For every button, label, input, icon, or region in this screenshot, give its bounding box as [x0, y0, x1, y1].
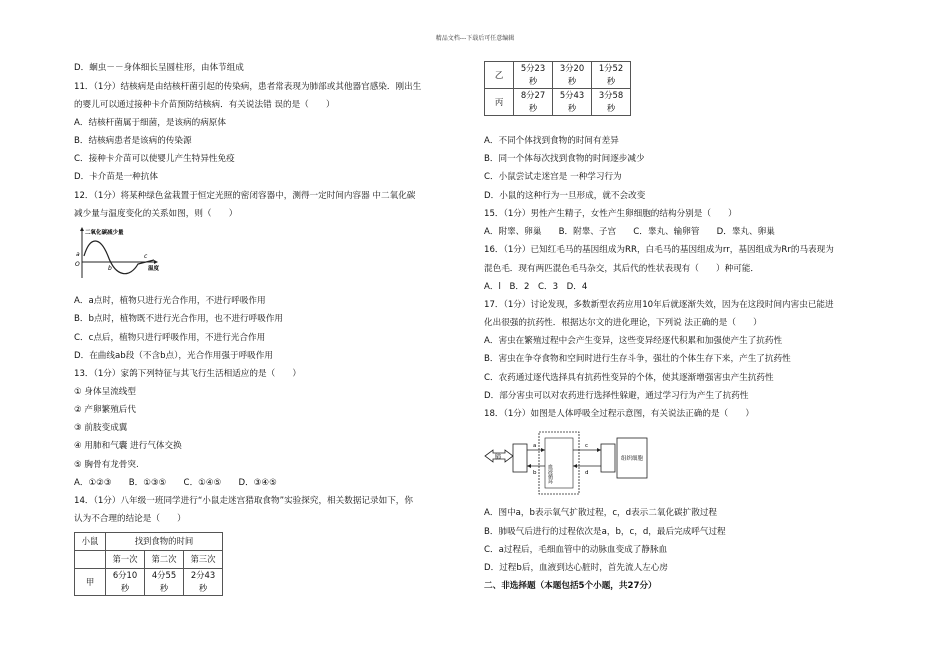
table-header-2: 第二次: [145, 551, 184, 569]
process-a-label: a: [533, 443, 537, 449]
table-row: [75, 569, 223, 596]
lung-label: 肺: [495, 454, 502, 461]
q12-option-b: B．b点时，植物既不进行光合作用，也不进行呼吸作用: [74, 314, 284, 324]
q17-stem-line2: 化出很强的抗药性．根据达尔文的进化理论，下列说 法正确的是（ ）: [484, 318, 762, 328]
process-c-label: c: [585, 443, 589, 449]
q18-stem: 18．（1分）如图是人体呼吸全过程示意图，有关说法正确的是（ ）: [484, 409, 754, 419]
q10-option-d: D．蛔虫－－身体细长呈圆柱形，由体节组成: [74, 63, 244, 73]
table-cell: 3分58 秒: [592, 89, 631, 116]
graph-point-b: b: [108, 265, 112, 272]
q14-stem-line1: 14．（1分）八年级一班同学进行“小鼠走迷宫猎取食物”实验探究，相关数据记录如下，你: [74, 496, 413, 506]
q11-option-d: D．卡介苗是一种抗体: [74, 172, 158, 182]
q15-options: A．附睾、卵巢 B．附睾、子宫 C．睾丸、输卵管 D．睾丸、卵巢: [484, 227, 775, 237]
q13-item-2: ② 产卵繁殖后代: [74, 405, 136, 415]
tissue-cells-label: 组织细胞: [621, 456, 644, 462]
q16-options: A．l B．2 C．3 D．4: [484, 282, 588, 292]
table-header-3: 第三次: [184, 551, 223, 569]
q14-option-a: A．不同个体找到食物的时间有差异: [484, 136, 619, 146]
table-header-empty: [75, 551, 106, 569]
table-header-1: 第一次: [106, 551, 145, 569]
q12-stem-line1: 12．（1分）将某种绿色盆栽置于恒定光照的密闭容器中，测得一定时间内容器 中二氧化碳: [74, 191, 416, 201]
table-cell: 5分43 秒: [553, 89, 592, 116]
q14-option-c: C．小鼠尝试走迷宫是 一种学习行为: [484, 172, 622, 182]
q13-item-4: ④ 用肺和气囊 进行气体交换: [74, 441, 182, 451]
q16-stem-line1: 16．（1分）已知红毛马的基因组成为RR，白毛马的基因组成为rr，基因组成为Rr的马表现为: [484, 245, 834, 255]
q11-option-b: B．结核病患者是该病的传染源: [74, 136, 192, 146]
q16-stem-line2: 混色毛．现有两匹混色毛马杂交，其后代的性状表现有（ ）种可能．: [484, 264, 760, 274]
co2-temperature-graph: [70, 226, 170, 286]
maze-table-top: [74, 532, 223, 596]
q11-option-a: A．结核杆菌属于细菌，是该病的病原体: [74, 118, 226, 128]
graph-ylabel: 二氧化碳减少量: [85, 230, 124, 236]
table-row: [485, 89, 631, 116]
q12-option-a: A．a点时，植物只进行光合作用，不进行呼吸作用: [74, 296, 266, 306]
row-jia-name: 甲: [75, 569, 106, 596]
q14-option-b: B．同一个体每次找到食物的时间逐步减少: [484, 154, 645, 164]
table-cell: 8分27 秒: [514, 89, 553, 116]
q12-option-d: D．在曲线ab段（不含b点），光合作用强于呼吸作用: [74, 351, 273, 361]
q13-item-1: ① 身体呈流线型: [74, 387, 136, 397]
section-2-heading: 二、非选择题（本题包括5个小题，共27分）: [484, 581, 657, 591]
q17-option-c: C．农药通过逐代选择具有抗药性变异的个体，使其逐渐增强害虫产生抗药性: [484, 373, 774, 383]
row-bing-name: 丙: [485, 89, 514, 116]
q18-option-b: B．肺吸气后进行的过程依次是a，b，c，d，最后完成呼气过程: [484, 527, 726, 537]
q13-item-3: ③ 前肢变成翼: [74, 423, 128, 433]
table-cell: 2分43 秒: [184, 569, 223, 596]
graph-xlabel: 温度: [148, 266, 160, 272]
table-header-mouse: 小鼠: [75, 533, 106, 551]
table-cell: 4分55 秒: [145, 569, 184, 596]
process-d-label: d: [585, 470, 589, 476]
page-header: 精品文档---下载后可任意编辑: [435, 35, 515, 42]
blood-circulation-label: 血液循环: [547, 464, 553, 484]
q13-options: A．①②③ B．①③⑤ C．①④⑤ D．③④⑤: [74, 478, 277, 488]
graph-point-a: a: [76, 251, 80, 258]
q17-stem-line1: 17．（1分）讨论发现，多数新型农药应用10年后就逐渐失效，因为在这段时间内害虫已能进: [484, 300, 834, 310]
table-cell: 1分52 秒: [592, 62, 631, 89]
q17-option-a: A．害虫在繁殖过程中会产生变异，这些变异经逐代积累和加强使产生了抗药性: [484, 336, 783, 346]
q14-option-d: D．小鼠的这种行为一旦形成，就不会改变: [484, 191, 646, 201]
q11-stem-line1: 11．（1分）结核病是由结核杆菌引起的传染病，患者常表现为肺部或其他器官感染．刚出生: [74, 82, 422, 92]
q12-stem-line2: 减少量与温度变化的关系如图，则（ ）: [74, 209, 238, 219]
graph-point-c: c: [144, 253, 148, 260]
q18-option-d: D．过程b后，血液到达心脏时，首先流人左心房: [484, 563, 668, 573]
q12-option-c: C．c点后，植物只进行呼吸作用，不进行光合作用: [74, 333, 266, 343]
q17-option-d: D．部分害虫可以对农药进行选择性躲避，通过学习行为产生了抗药性: [484, 391, 749, 401]
q18-option-c: C．a过程后，毛细血管中的动脉血变成了静脉血: [484, 545, 668, 555]
q11-option-c: C．接种卡介苗可以使婴儿产生特异性免疫: [74, 154, 235, 164]
table-cell: 6分10 秒: [106, 569, 145, 596]
q13-item-5: ⑤ 胸骨有龙骨突.: [74, 460, 139, 470]
q18-option-a: A．图中a，b表示氧气扩散过程，c，d表示二氧化碳扩散过程: [484, 508, 718, 518]
q11-stem-line2: 的婴儿可以通过接种卡介苗预防结核病．有关说法错 误的是（ ）: [74, 100, 335, 110]
q14-stem-line2: 认为不合理的结论是（ ）: [74, 514, 186, 524]
table-cell: 3分20 秒: [553, 62, 592, 89]
row-yi-name: 乙: [485, 62, 514, 89]
q15-stem: 15．（1分）男性产生精子，女性产生卵细胞的结构分别是（ ）: [484, 209, 737, 219]
table-row: [485, 62, 631, 89]
table-header-time: 找到食物的时间: [106, 533, 223, 551]
table-cell: 5分23 秒: [514, 62, 553, 89]
graph-origin: O: [75, 261, 80, 268]
process-b-label: b: [533, 470, 537, 476]
q13-stem: 13．（1分）家鸽下列特征与其飞行生活相适应的是（ ）: [74, 369, 301, 379]
q17-option-b: B．害虫在争夺食物和空间时进行生存斗争，强壮的个体生存下来，产生了抗药性: [484, 354, 791, 364]
respiration-diagram: [483, 428, 651, 498]
maze-table-continued: [484, 61, 631, 116]
